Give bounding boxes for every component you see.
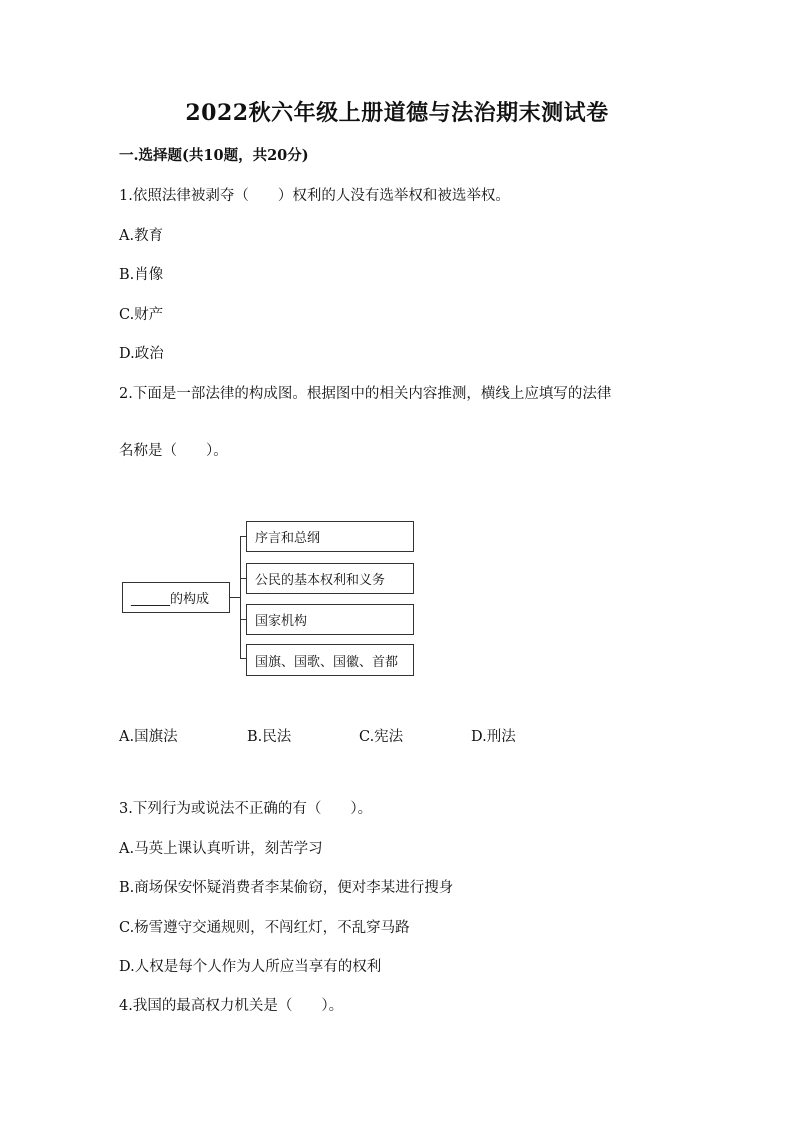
- question-2-option-d: D.刑法: [471, 729, 516, 745]
- question-2-options: [119, 725, 679, 743]
- question-3-stem: 3.下列行为或说法不正确的有（ ）。: [119, 801, 373, 817]
- question-2-stem-line1: 2.下面是一部法律的构成图。根据图中的相关内容推测，横线上应填写的法律: [119, 386, 612, 402]
- diagram-root-connector: [230, 597, 240, 598]
- exam-title: 2022秋六年级上册道德与法治期末测试卷: [185, 100, 609, 126]
- diagram-branch-box-4: 国旗、国歌、国徽、首都: [246, 644, 414, 676]
- diagram-trunk-line: [240, 536, 241, 658]
- question-1-option-a: A.教育: [119, 228, 164, 244]
- diagram-branch-box-3: 国家机构: [246, 604, 414, 635]
- diagram-branch-box-2: 公民的基本权利和义务: [246, 563, 414, 594]
- question-3-option-d: D.人权是每个人作为人所应当享有的权利: [119, 959, 382, 975]
- law-structure-diagram: [122, 519, 422, 681]
- question-2-option-c: C.宪法: [359, 729, 404, 745]
- question-1-option-d: D.政治: [119, 346, 164, 362]
- question-1-stem: 1.依照法律被剥夺（ ）权利的人没有选举权和被选举权。: [119, 188, 510, 204]
- question-4-stem: 4.我国的最高权力机关是（ ）。: [119, 998, 344, 1014]
- question-2-option-a: A.国旗法: [119, 729, 178, 745]
- question-3-option-b: B.商场保安怀疑消费者李某偷窃，便对李某进行搜身: [119, 880, 454, 896]
- question-3-option-a: A.马英上课认真听讲，刻苦学习: [119, 841, 323, 857]
- question-3-option-c: C.杨雪遵守交通规则，不闯红灯，不乱穿马路: [119, 920, 410, 936]
- question-2-stem-line2: 名称是（ ）。: [119, 443, 228, 459]
- question-1-option-b: B.肖像: [119, 267, 164, 283]
- question-1-option-c: C.财产: [119, 307, 164, 323]
- diagram-root-box: ______的构成: [122, 582, 230, 613]
- section-heading: 一.选择题(共10题，共20分): [119, 147, 309, 164]
- diagram-branch-box-1: 序言和总纲: [246, 521, 414, 552]
- question-2-option-b: B.民法: [247, 729, 292, 745]
